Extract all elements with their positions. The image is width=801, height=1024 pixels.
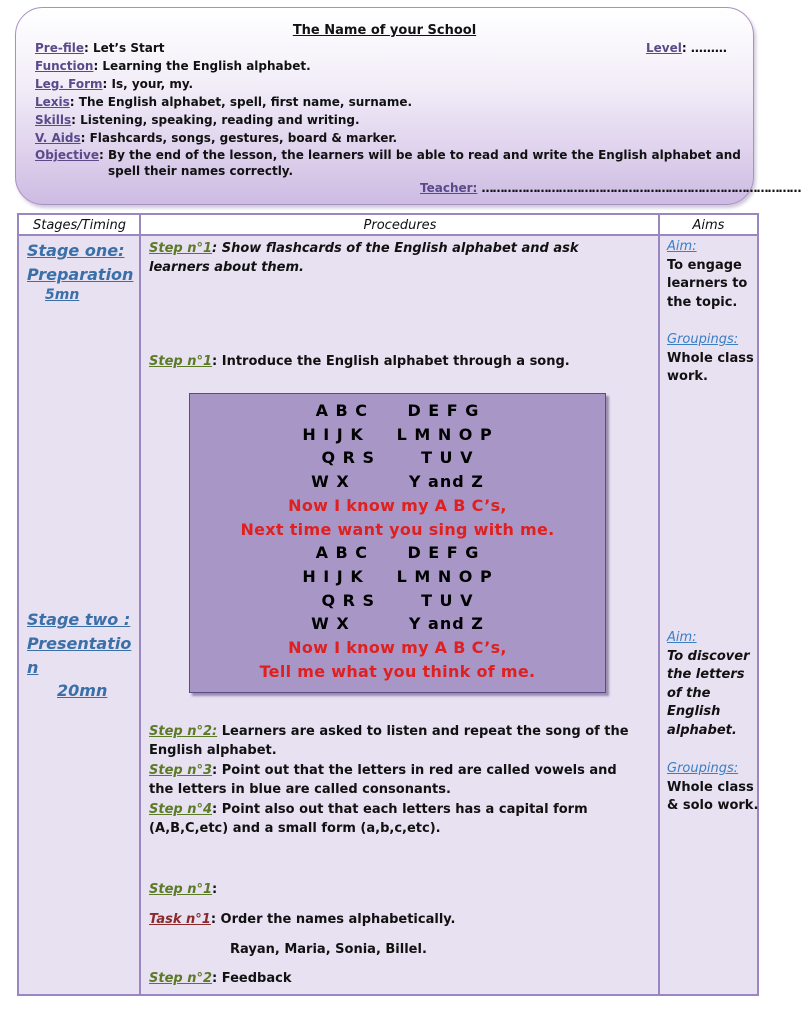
stage-two-line3: n: [27, 658, 39, 677]
header-row-vaids: [35, 131, 397, 146]
header-stages: Stages/Timing: [19, 215, 140, 236]
step-text: :: [212, 882, 218, 897]
task-order-names: [149, 910, 639, 929]
stage-one-line1: Stage one:: [27, 241, 125, 260]
procedure-step-song: [149, 352, 639, 371]
song-line: Now I know my A B C’s,: [288, 495, 507, 515]
header-row-objective: [35, 148, 741, 163]
stage-two-time: 20mn: [57, 681, 108, 700]
procedure-step-flashcards: [149, 239, 639, 277]
task-label: Task n°1: [149, 912, 211, 927]
song-line: Next time want you sing with me.: [240, 519, 555, 539]
column-divider: [139, 215, 141, 994]
aim-stage-one: [667, 238, 759, 312]
step-text: : Point also out that each letters has a capital form (A,B,C,etc) and a small form (a,b,c,etc).: [149, 802, 588, 836]
procedure-step-capital-forms: [149, 800, 639, 838]
step-text: : Introduce the English alphabet through a song.: [212, 354, 570, 369]
vaids-label: V. Aids: [35, 131, 81, 145]
header-aims: Aims: [660, 215, 757, 236]
song-line: H I J K L M N O P: [302, 424, 493, 444]
stage-one-line2: Preparation: [27, 265, 134, 284]
procedure-step-feedback: [149, 969, 639, 988]
groupings-text: Whole class work.: [667, 350, 754, 384]
header-row-function: [35, 59, 311, 74]
lexis-value: : The English alphabet, spell, first name, surname.: [69, 95, 413, 109]
function-value: : Learning the English alphabet.: [93, 59, 311, 73]
aim-label: Aim:: [667, 239, 697, 254]
alphabet-song-box: [189, 393, 606, 693]
skills-label: Skills: [35, 113, 72, 127]
song-line: Tell me what you think of me.: [259, 661, 536, 681]
step-label: Step n°2:: [149, 724, 218, 739]
level-label: Level: [646, 41, 682, 55]
song-line: W X Y and Z: [311, 472, 484, 492]
song-line: A B C D E F G: [315, 401, 480, 420]
prefile-label: Pre-file: [35, 41, 84, 55]
step-label: Step n°1: [149, 241, 213, 256]
song-line: W X Y and Z: [311, 614, 484, 634]
objective-continuation: spell their names correctly.: [108, 164, 294, 178]
stage-two-line1: Stage two :: [27, 610, 131, 629]
lesson-plan-table: [17, 213, 759, 996]
legform-label: Leg. Form: [35, 77, 103, 91]
step-label: Step n°2: [149, 971, 213, 986]
step-label: Step n°1: [149, 354, 213, 369]
step-text: : Point out that the letters in red are called vowels and the letters in blue are called consonants.: [149, 763, 617, 797]
stage-two-line2: Presentatio: [27, 634, 132, 653]
skills-value: : Listening, speaking, reading and writing.: [71, 113, 360, 127]
groupings-text: Whole class & solo work.: [667, 779, 759, 813]
level-value: : ………: [681, 41, 727, 55]
prefile-value: : Let’s Start: [83, 41, 165, 55]
header-row-lexis: [35, 95, 412, 110]
column-divider: [658, 215, 660, 994]
vaids-value: : Flashcards, songs, gestures, board & marker.: [80, 131, 398, 145]
objective-value: : By the end of the lesson, the learners will be able to read and write the English alphabet and: [98, 148, 741, 162]
teacher-value: ……………………………………………………………………………: [481, 181, 801, 195]
lexis-label: Lexis: [35, 95, 70, 109]
procedure-step-listen-repeat: [149, 722, 639, 760]
aim-stage-two: [667, 629, 759, 740]
teacher-field: [420, 181, 801, 195]
procedure-step-practice: [149, 880, 639, 899]
groupings-label: Groupings:: [667, 332, 739, 347]
procedure-step-vowels: [149, 761, 639, 799]
song-line: H I J K L M N O P: [302, 566, 493, 586]
step-text: : Feedback: [212, 971, 292, 986]
song-line: Now I know my A B C’s,: [288, 638, 507, 658]
step-label: Step n°1: [149, 882, 213, 897]
header-procedures: Procedures: [140, 215, 660, 236]
function-label: Function: [35, 59, 94, 73]
step-text: Learners are asked to listen and repeat the song of the English alphabet.: [149, 724, 629, 758]
header-row-legform: [35, 77, 193, 92]
groupings-label: Groupings:: [667, 761, 739, 776]
stage-one-time: 5mn: [45, 287, 80, 303]
lesson-header: [15, 7, 801, 205]
aim-text: To discover the letters of the English alphabet.: [667, 648, 750, 738]
legform-value: : Is, your, my.: [102, 77, 194, 91]
stage-two-title: [27, 608, 131, 680]
song-line: Q R S T U V: [321, 448, 474, 468]
aim-text: To engage learners to the topic.: [667, 257, 748, 310]
stage-one-title: [27, 239, 133, 287]
song-line: Q R S T U V: [321, 590, 474, 610]
song-line: A B C D E F G: [315, 543, 480, 563]
objective-label: Objective: [35, 148, 99, 162]
level-field: [646, 41, 727, 55]
groupings-stage-two: [667, 760, 759, 816]
step-label: Step n°4: [149, 802, 213, 817]
step-text: : Show flashcards of the English alphabet and ask learners about them.: [149, 241, 579, 275]
groupings-stage-one: [667, 331, 759, 387]
header-row-skills: [35, 113, 360, 128]
task-names-list: Rayan, Maria, Sonia, Billel.: [230, 942, 427, 957]
header-row-prefile: [35, 41, 165, 56]
step-label: Step n°3: [149, 763, 213, 778]
teacher-label: Teacher:: [420, 181, 478, 195]
school-title: The Name of your School: [292, 23, 477, 38]
aim-label: Aim:: [667, 630, 697, 645]
task-text: : Order the names alphabetically.: [210, 912, 456, 927]
